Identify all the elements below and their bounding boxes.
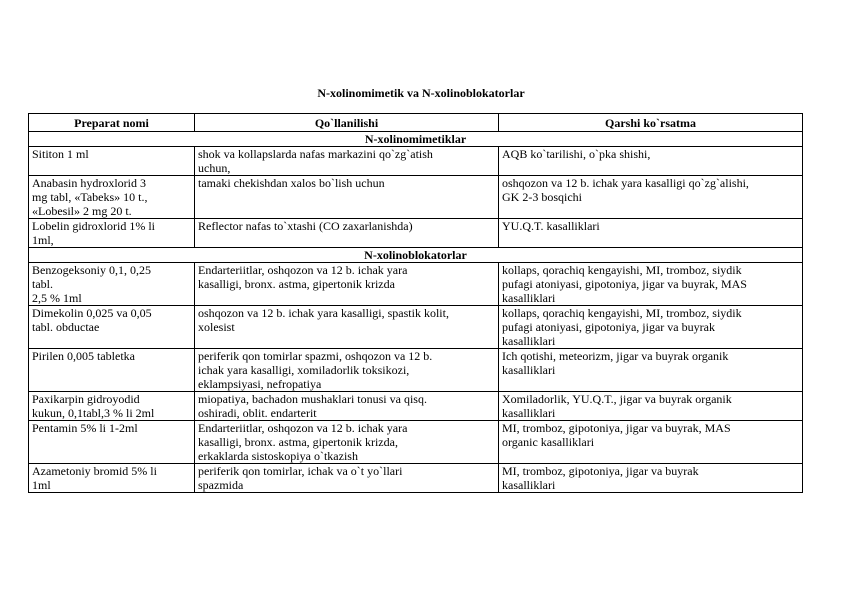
indication-cell: periferik qon tomirlar spazmi, oshqozon va 12 b. ichak yara kasalligi, xomiladorlik toksikozi, eklampsiyasi, nefropatiya	[195, 349, 499, 392]
drug-name-cell: Azametoniy bromid 5% li 1ml	[29, 464, 195, 493]
contraindication-cell: kollaps, qorachiq kengayishi, MI, tromboz, siydik pufagi atoniyasi, gipotoniya, jigar va buyrak kasalliklari	[499, 306, 803, 349]
indication-cell: Endarteriitlar, oshqozon va 12 b. ichak yara kasalligi, bronx. astma, gipertonik krizda	[195, 263, 499, 306]
drug-name-cell: Anabasin hydroxlorid 3 mg tabl, «Tabeks» 10 t., «Lobesil» 2 mg 20 t.	[29, 176, 195, 219]
document-title: N-xolinomimetik va N-xolinoblokatorlar	[317, 86, 525, 100]
indication-cell: Endarteriitlar, oshqozon va 12 b. ichak yara kasalligi, bronx. astma, gipertonik krizda, erkaklarda sistoskopiya o`tkazish	[195, 421, 499, 464]
drug-name-cell: Dimekolin 0,025 va 0,05 tabl. obductae	[29, 306, 195, 349]
header-row	[29, 114, 803, 132]
indication-cell: oshqozon va 12 b. ichak yara kasalligi, spastik kolit, xolesist	[195, 306, 499, 349]
indication-cell: shok va kollapslarda nafas markazini qo`zg`atish uchun,	[195, 147, 499, 176]
drug-name-cell: Lobelin gidroxlorid 1% li 1ml,	[29, 219, 195, 248]
drug-name-cell: Pentamin 5% li 1-2ml	[29, 421, 195, 464]
contraindication-cell: Ich qotishi, meteorizm, jigar va buyrak organik kasalliklari	[499, 349, 803, 392]
section-row	[29, 248, 803, 263]
table-row	[29, 349, 803, 392]
table-row	[29, 306, 803, 349]
drug-name-cell: Pirilen 0,005 tabletka	[29, 349, 195, 392]
header-contraindications: Qarshi ko`rsatma	[499, 114, 803, 132]
contraindication-cell: oshqozon va 12 b. ichak yara kasalligi qo`zg`alishi, GK 2-3 bosqichi	[499, 176, 803, 219]
header-drug-name: Preparat nomi	[29, 114, 195, 132]
indication-cell: Reflector nafas to`xtashi (CO zaxarlanishda)	[195, 219, 499, 248]
table-row	[29, 464, 803, 493]
drug-table	[28, 113, 803, 493]
contraindication-cell: Xomiladorlik, YU.Q.T., jigar va buyrak organik kasalliklari	[499, 392, 803, 421]
contraindication-cell: YU.Q.T. kasalliklari	[499, 219, 803, 248]
header-indications: Qo`llanilishi	[195, 114, 499, 132]
table-row	[29, 219, 803, 248]
drug-name-cell: Benzogeksoniy 0,1, 0,25 tabl. 2,5 % 1ml	[29, 263, 195, 306]
table-row	[29, 176, 803, 219]
contraindication-cell: MI, tromboz, gipotoniya, jigar va buyrak, MAS organic kasalliklari	[499, 421, 803, 464]
indication-cell: tamaki chekishdan xalos bo`lish uchun	[195, 176, 499, 219]
table-row	[29, 263, 803, 306]
contraindication-cell: kollaps, qorachiq kengayishi, MI, tromboz, siydik pufagi atoniyasi, gipotoniya, jigar va buyrak, MAS kasalliklari	[499, 263, 803, 306]
contraindication-cell: MI, tromboz, gipotoniya, jigar va buyrak kasalliklari	[499, 464, 803, 493]
table-row	[29, 147, 803, 176]
section-row	[29, 132, 803, 147]
indication-cell: miopatiya, bachadon mushaklari tonusi va qisq. oshiradi, oblit. endarterit	[195, 392, 499, 421]
section-title: N-xolinomimetiklar	[29, 132, 803, 147]
drug-name-cell: Sititon 1 ml	[29, 147, 195, 176]
table-row	[29, 392, 803, 421]
contraindication-cell: AQB ko`tarilishi, o`pka shishi,	[499, 147, 803, 176]
table-row	[29, 421, 803, 464]
indication-cell: periferik qon tomirlar, ichak va o`t yo`llari spazmida	[195, 464, 499, 493]
section-title: N-xolinoblokatorlar	[29, 248, 803, 263]
drug-name-cell: Paxikarpin gidroyodid kukun, 0,1tabl,3 % li 2ml	[29, 392, 195, 421]
